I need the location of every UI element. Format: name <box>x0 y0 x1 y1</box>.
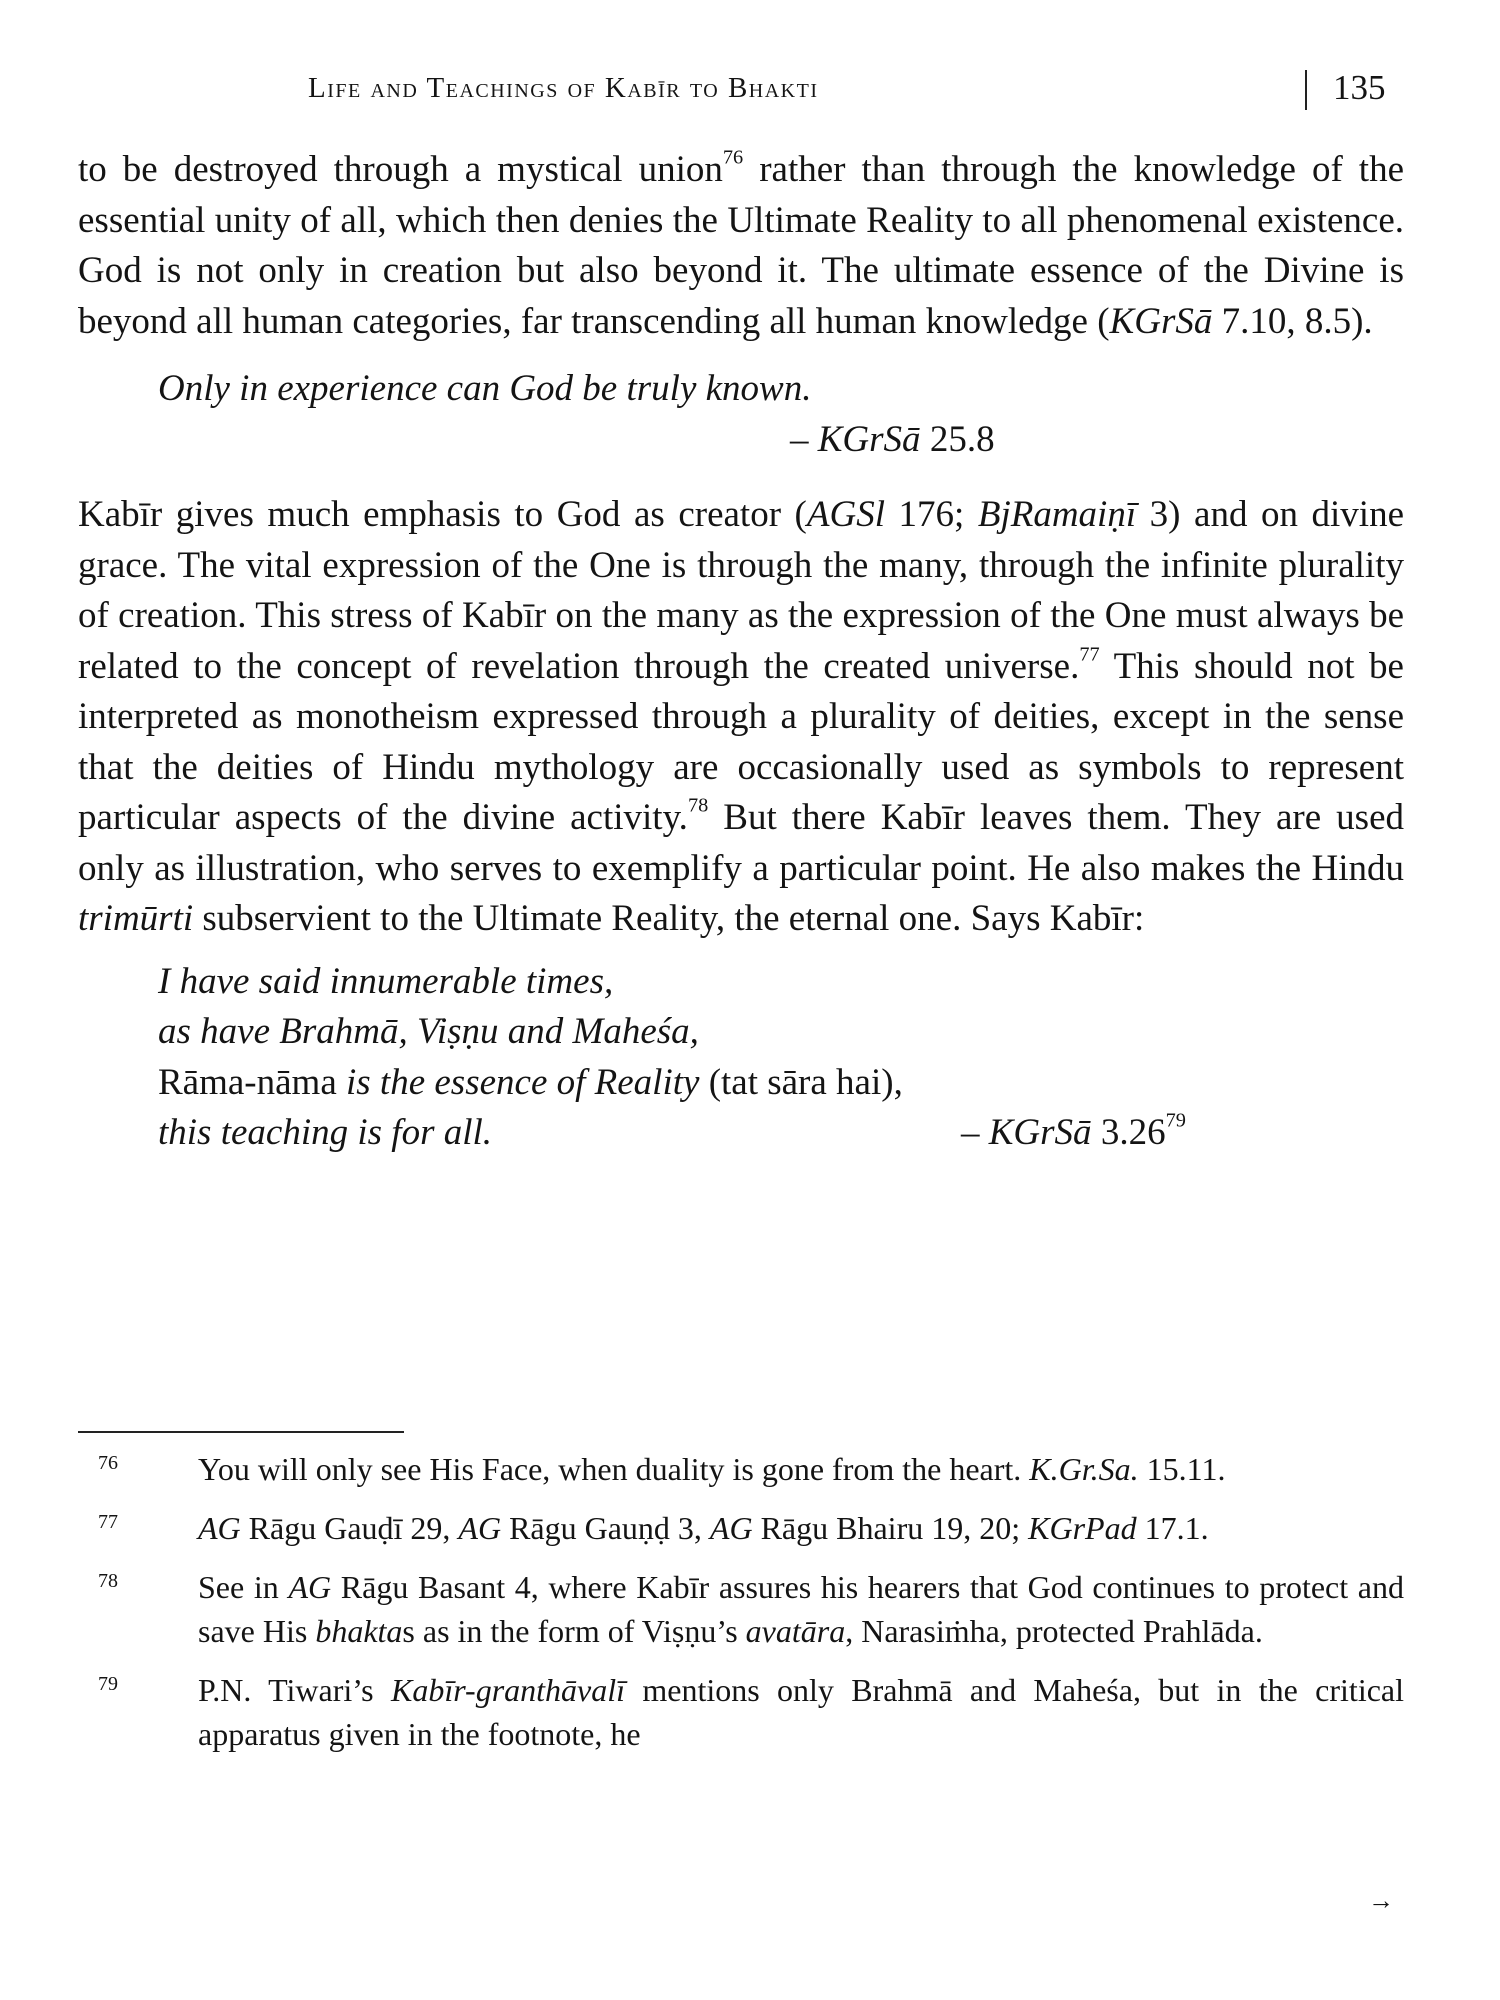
quote-line: Only in experience can God be truly known. <box>158 368 812 409</box>
footnote-number: 78 <box>98 1570 118 1592</box>
footnote-number: 77 <box>98 1511 118 1533</box>
footnotes <box>78 1447 1404 1771</box>
footnote-79: 79 P.N. Tiwari’s Kabīr-granthāvalī mentions only Brahmā and Maheśa, but in the critical apparatus given in the footnote, he <box>78 1668 1404 1756</box>
verse-quote <box>78 957 1404 1159</box>
verse-line: I have said innumerable times, <box>158 960 614 1002</box>
running-head-title: Life and Teachings of Kabīr to Bhakti <box>308 72 819 104</box>
footnote-78: 78 See in AG Rāgu Basant 4, where Kabīr assures his hearers that God continues to protect and save His bhaktas as in the form of Viṣṇu’s avatāra, Narasiṁha, protected Prahlāda. <box>78 1565 1404 1653</box>
verse-line: Rāma-nāma is the essence of Reality (tat sāra hai), <box>158 1061 903 1103</box>
footnote-ref-79[interactable]: 79 <box>1165 1109 1186 1132</box>
footnote-ref-77[interactable]: 77 <box>1079 643 1100 666</box>
verse-line: this teaching is for all. – KGrSā 3.26$^{79}$ <box>158 1108 1404 1159</box>
page-number: 135 <box>1333 68 1386 107</box>
quote-attribution: – KGrSā 25.8 <box>790 418 995 460</box>
footnote-number: 79 <box>98 1673 118 1695</box>
footnote-rule <box>78 1431 404 1433</box>
block-quote <box>78 364 1404 465</box>
footnote-76: 76 You will only see His Face, when duality is gone from the heart. K.Gr.Sa. 15.11. <box>78 1447 1404 1491</box>
footnote-number: 76 <box>98 1452 118 1474</box>
verse-attribution: – KGrSā 3.26$^{79}$ <box>961 1109 1186 1153</box>
verse-line: as have Brahmā, Viṣṇu and Maheśa, <box>158 1011 699 1052</box>
continuation-arrow-icon: → <box>1368 1886 1394 1915</box>
running-head <box>0 66 1500 116</box>
body-text <box>78 145 1404 1159</box>
citation: KGrSā <box>1109 300 1213 342</box>
footnote-ref-76[interactable]: 76 <box>722 146 744 169</box>
paragraph-1: to be destroyed through a mystical union$^{76}$ rather than through the knowledge of the essential unity of all, which then denies the Ultimate Reality to all phenomenal existence. God is not only in creation but also beyond it. The ultimate essence of the Divine is beyond all human categories, far transcending all human knowledge (KGrSā 7.10, 8.5). <box>78 146 1405 342</box>
paragraph-2: Kabīr gives much emphasis to God as creator (AGSl 176; BjRamaiṇī 3) and on divine grace. The vital expression of the One is through the many, through the infinite plurality of creation. This stress of Kabīr on the many as the expression of the One must always be related to the concept of revelation through the created universe.$^{77}$ This should not be interpreted as monotheism expressed through a plurality of deities, except in the sense that the deities of Hindu mythology are occasionally used as symbols to represent particular aspects of the divine activity.$^{78}$ But there Kabīr leaves them. They are used only as illustration, who serves to exemplify a particular point. He also makes the Hindu trimūrti subservient to the Ultimate Reality, the eternal one. Says Kabīr: <box>78 494 1404 939</box>
footnote-ref-78[interactable]: 78 <box>687 794 709 817</box>
footnote-77: 77 AG Rāgu Gauḍī 29, AG Rāgu Gauṇḍ 3, AG Rāgu Bhairu 19, 20; KGrPad 17.1. <box>78 1506 1404 1550</box>
running-head-divider <box>1305 70 1307 110</box>
